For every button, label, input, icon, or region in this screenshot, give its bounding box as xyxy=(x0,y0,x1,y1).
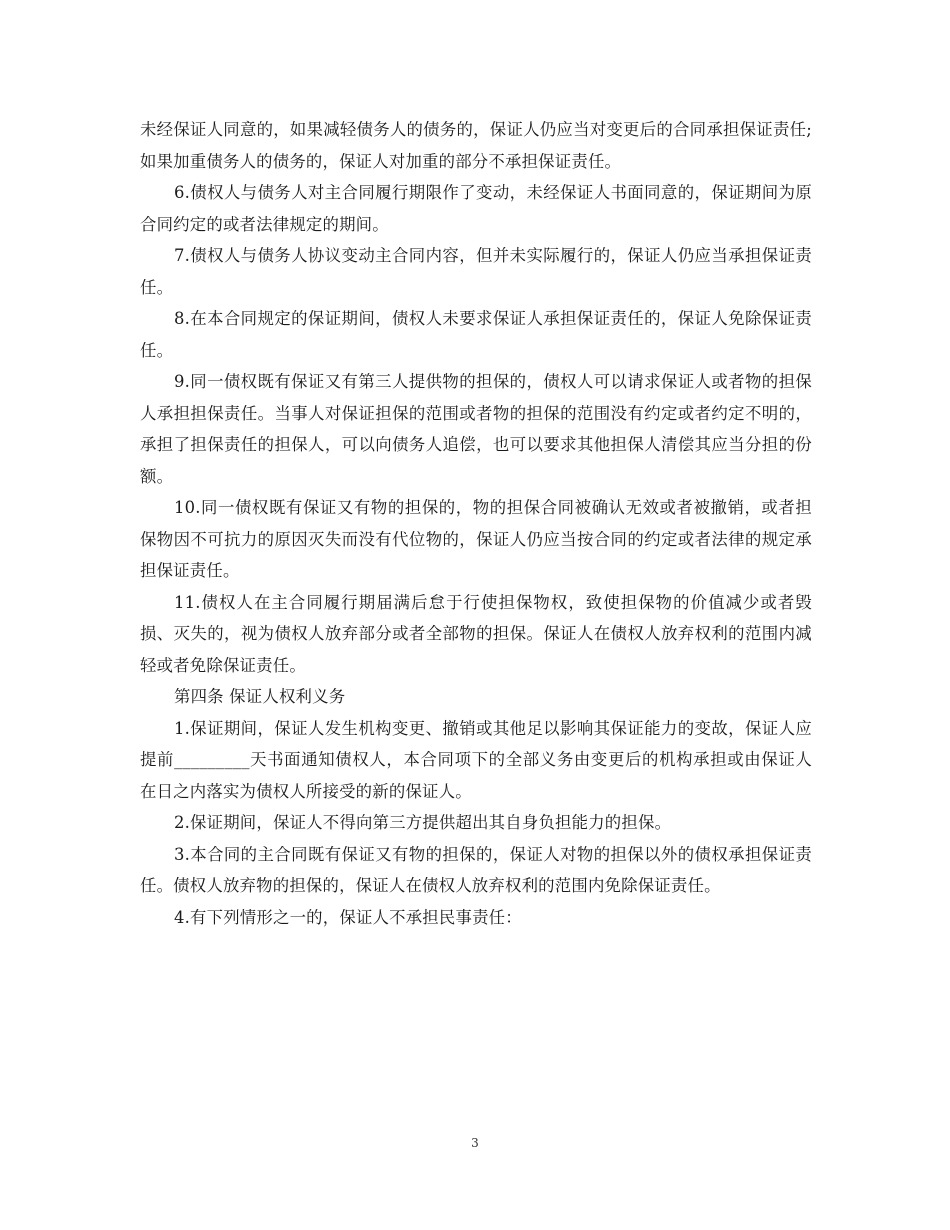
paragraph-duty-2: 2.保证期间，保证人不得向第三方提供超出其自身负担能力的担保。 xyxy=(174,813,672,832)
paragraph-clause-7: 7.债权人与债务人协议变动主合同内容，但并未实际履行的，保证人仍应当承担保证责任。 xyxy=(140,246,812,297)
paragraph-clause-9: 9.同一债权既有保证又有第三人提供物的担保的，债权人可以请求保证人或者物的担保人承担担保责任。当事人对保证担保的范围或者物的担保的范围没有约定或者约定不明的，承担了担保责任的担保人，可以向债务人追偿，也可以要求其他担保人清偿其应当分担的份额。 xyxy=(140,372,812,486)
paragraph-clause-8: 8.在本合同规定的保证期间，债权人未要求保证人承担保证责任的，保证人免除保证责任。 xyxy=(140,309,812,360)
paragraph-clause-10: 10.同一债权既有保证又有物的担保的，物的担保合同被确认无效或者被撤销，或者担保物因不可抗力的原因灭失而没有代位物的，保证人仍应当按合同的约定或者法律的规定承担保证责任。 xyxy=(140,498,812,580)
paragraph-duty-3: 3.本合同的主合同既有保证又有物的担保的，保证人对物的担保以外的债权承担保证责任。债权人放弃物的担保的，保证人在债权人放弃权利的范围内免除保证责任。 xyxy=(140,844,812,895)
document-body xyxy=(140,114,812,933)
paragraph-clause-11: 11.债权人在主合同履行期届满后怠于行使担保物权，致使担保物的价值减少或者毁损、灭失的，视为债权人放弃部分或者全部物的担保。保证人在债权人放弃权利的范围内减轻或者免除保证责任。 xyxy=(140,592,812,675)
paragraph-continuation: 未经保证人同意的，如果减轻债务人的债务的，保证人仍应当对变更后的合同承担保证责任;如果加重债务人的债务的，保证人对加重的部分不承担保证责任。 xyxy=(140,120,812,171)
page-number: 3 xyxy=(471,1136,479,1150)
paragraph-duty-1: 1.保证期间，保证人发生机构变更、撤销或其他足以影响其保证能力的变故，保证人应提前_________天书面通知债权人，本合同项下的全部义务由变更后的机构承担或由保证人在日之内落实为债权人所接受的新的保证人。 xyxy=(140,718,812,801)
paragraph-duty-4: 4.有下列情形之一的，保证人不承担民事责任： xyxy=(174,907,522,927)
section-heading-article-4: 第四条 保证人权利义务 xyxy=(174,687,346,706)
paragraph-clause-6: 6.债权人与债务人对主合同履行期限作了变动，未经保证人书面同意的，保证期间为原合同约定的或者法律规定的期间。 xyxy=(140,183,812,234)
